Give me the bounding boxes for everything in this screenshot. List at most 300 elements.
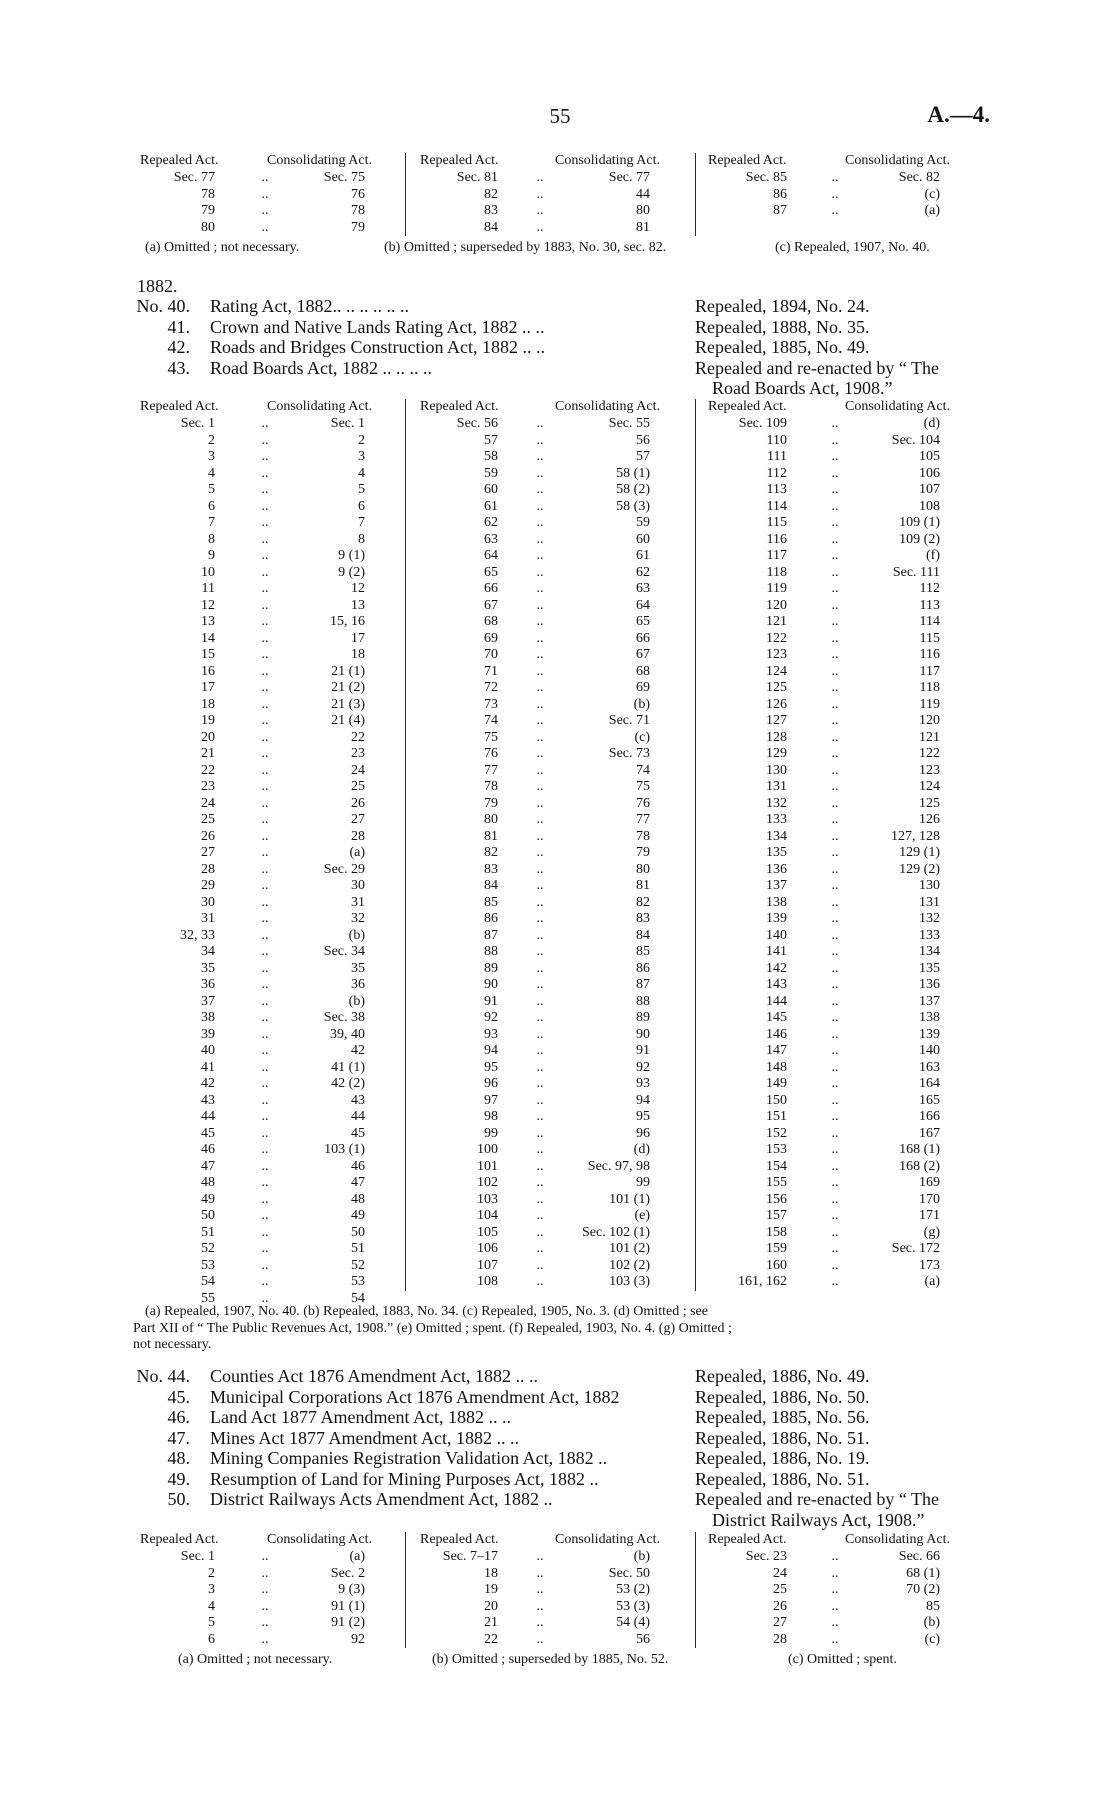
repealed-section: 160 — [766, 1257, 787, 1273]
consolidating-section: 56 — [636, 432, 650, 448]
consolidating-section: 23 — [351, 746, 365, 761]
consolidating-section: 45 — [351, 1125, 365, 1141]
leader-dots: .. — [536, 1125, 544, 1141]
repealed-section: 81 — [484, 828, 498, 844]
leader-dots: .. — [536, 927, 544, 943]
repealed-section: 92 — [484, 1010, 498, 1025]
consolidating-section: 9 (1) — [338, 548, 365, 563]
repealed-section: 22 — [201, 762, 215, 778]
leader-dots: .. — [261, 432, 269, 448]
act-status: Repealed, 1888, No. 35. — [695, 316, 870, 337]
consolidating-section: Sec. 29 — [323, 861, 365, 877]
act-number: 43. — [167, 357, 190, 378]
repealed-section: 62 — [484, 515, 498, 530]
leader-dots: .. — [831, 1582, 839, 1597]
act-status: Repealed, 1885, No. 56. — [695, 1407, 870, 1427]
repealed-section: 148 — [766, 1059, 787, 1075]
repealed-section: 82 — [484, 186, 498, 202]
act-entry — [130, 317, 1000, 338]
table-row — [135, 1043, 985, 1060]
consolidating-section: 82 — [636, 894, 650, 910]
leader-dots: .. — [261, 614, 269, 629]
header-consolidating-act: Consolidating Act. — [845, 1532, 950, 1547]
repealed-section: 63 — [484, 531, 498, 547]
repealed-section: 37 — [201, 993, 215, 1009]
consolidating-section: 52 — [351, 1257, 365, 1273]
table-row — [135, 1241, 985, 1258]
leader-dots: .. — [831, 1158, 839, 1174]
leader-dots: .. — [261, 845, 269, 860]
leader-dots: .. — [831, 861, 839, 877]
table-row — [135, 598, 985, 615]
header-consolidating-act: Consolidating Act. — [555, 153, 660, 168]
consolidating-section: 70 (2) — [906, 1582, 940, 1597]
act-status: Repealed and re-enacted by “ The — [695, 1489, 940, 1509]
consolidating-section: (d) — [923, 416, 940, 431]
act-title: Municipal Corporations Act 1876 Amendment Act, 1882 — [210, 1386, 620, 1407]
repealed-section: 18 — [484, 1565, 498, 1581]
table-row — [135, 713, 985, 730]
table-row — [135, 1566, 985, 1583]
year-heading: 1882. — [137, 276, 178, 296]
leader-dots: .. — [831, 845, 839, 860]
leader-dots: .. — [831, 614, 839, 629]
leader-dots: .. — [536, 861, 544, 877]
leader-dots: .. — [261, 812, 269, 827]
consolidating-section: (a) — [924, 203, 940, 218]
leader-dots: .. — [536, 1076, 544, 1091]
leader-dots: .. — [261, 170, 269, 185]
column-divider — [695, 399, 696, 1291]
leader-dots: .. — [536, 1026, 544, 1042]
repealed-section: 17 — [201, 680, 215, 695]
act-title: Rating Act, 1882.. .. .. .. .. .. — [210, 296, 409, 316]
act-entry — [130, 337, 1000, 358]
consolidating-section: (b) — [348, 927, 365, 943]
repealed-section: 88 — [484, 944, 498, 959]
table-row — [135, 1142, 985, 1159]
leader-dots: .. — [536, 465, 544, 481]
consolidating-section: 129 (2) — [899, 861, 940, 877]
consolidating-section: 48 — [351, 1191, 365, 1207]
leader-dots: .. — [831, 1010, 839, 1025]
act-title: Resumption of Land for Mining Purposes Act, 1882 .. — [210, 1468, 599, 1489]
repealed-section: 12 — [201, 597, 215, 613]
consolidating-section: 169 — [919, 1175, 940, 1190]
consolidating-section: (b) — [923, 1615, 940, 1630]
repealed-section: 84 — [484, 878, 498, 893]
leader-dots: .. — [831, 482, 839, 497]
leader-dots: .. — [831, 1549, 839, 1564]
leader-dots: .. — [831, 762, 839, 778]
table-row — [135, 1208, 985, 1225]
leader-dots: .. — [831, 630, 839, 646]
consolidating-section: (d) — [633, 1142, 650, 1157]
repealed-section: 96 — [484, 1076, 498, 1091]
leader-dots: .. — [831, 647, 839, 662]
consolidating-section: 58 (1) — [616, 465, 650, 481]
consolidating-section: 165 — [919, 1092, 940, 1108]
table-row — [135, 779, 985, 796]
header-repealed-act: Repealed Act. — [420, 153, 499, 168]
leader-dots: .. — [261, 219, 269, 235]
leader-dots: .. — [831, 581, 839, 596]
leader-dots: .. — [831, 1208, 839, 1223]
leader-dots: .. — [536, 993, 544, 1009]
leader-dots: .. — [831, 1175, 839, 1190]
repealed-section: 58 — [484, 449, 498, 464]
consolidating-section: 93 — [636, 1076, 650, 1091]
repealed-section: 101 — [477, 1158, 498, 1174]
repealed-section: 23 — [201, 779, 215, 794]
consolidating-section: 78 — [351, 203, 365, 218]
leader-dots: .. — [261, 186, 269, 202]
consolidating-section: 106 — [919, 465, 940, 481]
table-row — [135, 1582, 985, 1599]
consolidating-section: 109 (1) — [899, 515, 940, 530]
leader-dots: .. — [261, 828, 269, 844]
act-number: 48. — [167, 1448, 190, 1468]
leader-dots: .. — [536, 1092, 544, 1108]
leader-dots: .. — [261, 1158, 269, 1174]
leader-dots: .. — [831, 1191, 839, 1207]
consolidating-section: (b) — [348, 993, 365, 1009]
act-status: Repealed and re-enacted by “ The — [695, 357, 940, 378]
repealed-section: 40 — [201, 1043, 215, 1058]
footnote-line-1: (a) Repealed, 1907, No. 40. (b) Repealed, 1883, No. 34. (c) Repealed, 1905, No. 3. (d) Omitted ; see — [145, 1304, 708, 1319]
consolidating-section: 103 (3) — [609, 1274, 650, 1289]
consolidating-section: (b) — [633, 1549, 650, 1564]
footnote-line-2: Part XII of “ The Public Revenues Act, 1908.” (e) Omitted ; spent. (f) Repealed, 1903, No. 4. (g) Omitted ; — [133, 1320, 732, 1336]
act-number: 45. — [167, 1386, 190, 1407]
table-row — [135, 961, 985, 978]
table-row — [135, 466, 985, 483]
leader-dots: .. — [536, 432, 544, 448]
consolidating-section: 54 (4) — [616, 1615, 650, 1630]
consolidating-section: (c) — [924, 186, 940, 202]
table-row — [135, 532, 985, 549]
repealed-section: 79 — [484, 795, 498, 811]
act-status: Repealed, 1886, No. 49. — [695, 1366, 870, 1386]
repealed-section: 19 — [201, 713, 215, 728]
repealed-section: 132 — [766, 795, 787, 811]
leader-dots: .. — [831, 1615, 839, 1630]
leader-dots: .. — [261, 564, 269, 580]
table-row — [135, 170, 985, 187]
table-row — [135, 697, 985, 714]
consolidating-section: 84 — [636, 927, 650, 943]
repealed-section: 42 — [201, 1076, 215, 1091]
leader-dots: .. — [261, 1565, 269, 1581]
table-row — [135, 763, 985, 780]
leader-dots: .. — [536, 614, 544, 629]
leader-dots: .. — [536, 531, 544, 547]
repealed-section: 77 — [484, 762, 498, 778]
leader-dots: .. — [261, 465, 269, 481]
repealed-section: 83 — [484, 203, 498, 218]
consolidating-section: (e) — [634, 1208, 650, 1223]
consolidating-section: Sec. 97, 98 — [587, 1158, 650, 1174]
repealed-section: 97 — [484, 1092, 498, 1108]
repealed-section: 3 — [208, 449, 215, 464]
table-rows — [135, 416, 985, 1307]
repealed-section: 10 — [201, 564, 215, 580]
consolidating-section: 31 — [351, 894, 365, 910]
repealed-section: 152 — [766, 1125, 787, 1141]
consolidating-section: 83 — [636, 911, 650, 926]
consolidating-section: (a) — [924, 1274, 940, 1289]
consolidating-section: 139 — [919, 1026, 940, 1042]
leader-dots: .. — [831, 1241, 839, 1256]
table-row — [135, 862, 985, 879]
act-status: Repealed, 1886, No. 51. — [695, 1427, 870, 1448]
header-repealed-act: Repealed Act. — [140, 399, 219, 414]
act-number: No. 44. — [136, 1366, 190, 1386]
consolidating-section: 137 — [919, 993, 940, 1009]
consolidating-section: 9 (3) — [338, 1582, 365, 1597]
consolidating-section: 13 — [351, 597, 365, 613]
leader-dots: .. — [536, 1191, 544, 1207]
leader-dots: .. — [261, 1191, 269, 1207]
leader-dots: .. — [831, 203, 839, 218]
repealed-section: 72 — [484, 680, 498, 695]
repealed-section: 44 — [201, 1109, 215, 1124]
repealed-section: 154 — [766, 1158, 787, 1174]
repealed-section: 48 — [201, 1175, 215, 1190]
header-consolidating-act: Consolidating Act. — [845, 399, 950, 414]
repealed-section: 106 — [477, 1241, 498, 1256]
consolidating-section: 9 (2) — [338, 564, 365, 580]
act-number: 46. — [167, 1407, 190, 1427]
consolidating-section: 36 — [351, 977, 365, 992]
repealed-section: 142 — [766, 960, 787, 976]
leader-dots: .. — [261, 696, 269, 712]
repealed-section: 18 — [201, 696, 215, 712]
repealed-section: 6 — [208, 1631, 215, 1647]
consolidating-section: 17 — [351, 630, 365, 646]
consolidating-section: 86 — [636, 960, 650, 976]
consolidating-section: 171 — [919, 1208, 940, 1223]
leader-dots: .. — [831, 465, 839, 481]
act-status: Repealed, 1894, No. 24. — [695, 296, 870, 316]
act-number: 42. — [167, 337, 190, 357]
leader-dots: .. — [831, 878, 839, 893]
act-entry — [130, 1366, 1000, 1387]
act-status: Repealed, 1885, No. 49. — [695, 337, 870, 357]
repealed-section: 79 — [201, 203, 215, 218]
consolidating-section: 107 — [919, 482, 940, 497]
repealed-section: 136 — [766, 861, 787, 877]
repealed-section: 27 — [773, 1615, 787, 1630]
consolidating-section: 113 — [919, 597, 940, 613]
table-row — [135, 1027, 985, 1044]
repealed-section: 131 — [766, 779, 787, 794]
leader-dots: .. — [261, 1615, 269, 1630]
repealed-section: 137 — [766, 878, 787, 893]
consolidating-section: 28 — [351, 828, 365, 844]
act-status-continued — [130, 378, 1000, 399]
repealed-section: Sec. 23 — [745, 1549, 787, 1564]
act-status-continued-text: District Railways Act, 1908.” — [712, 1509, 925, 1530]
repealed-section: 151 — [766, 1109, 787, 1124]
consolidating-section: Sec. 82 — [898, 170, 940, 185]
leader-dots: .. — [831, 1076, 839, 1091]
table-row — [135, 515, 985, 532]
repealed-section: 4 — [208, 465, 215, 481]
consolidating-section: 21 (3) — [331, 696, 365, 712]
act-status-continued-text: Road Boards Act, 1908.” — [712, 378, 893, 398]
consolidating-section: 44 — [636, 186, 650, 202]
repealed-section: Sec. 7–17 — [442, 1549, 498, 1564]
table-row — [135, 994, 985, 1011]
footnote-a: (a) Omitted ; not necessary. — [145, 240, 300, 255]
repealed-section: 110 — [766, 432, 787, 448]
act-entry — [130, 296, 1000, 317]
repealed-section: 115 — [766, 515, 787, 530]
consolidating-section: Sec. 50 — [608, 1565, 650, 1581]
leader-dots: .. — [831, 597, 839, 613]
footnote-c: (c) Repealed, 1907, No. 40. — [775, 240, 930, 255]
table-row — [135, 895, 985, 912]
consolidating-section: 92 — [636, 1059, 650, 1075]
repealed-section: 2 — [208, 1565, 215, 1581]
repealed-section: 107 — [477, 1257, 498, 1273]
act-entry — [130, 1428, 1000, 1449]
consolidating-section: 126 — [919, 812, 940, 827]
repealed-section: 140 — [766, 927, 787, 943]
consolidating-section: 80 — [636, 861, 650, 877]
consolidating-section: 2 — [358, 432, 365, 448]
leader-dots: .. — [261, 1224, 269, 1240]
repealed-section: 54 — [201, 1274, 215, 1289]
repealed-section: 32, 33 — [180, 927, 215, 943]
consolidating-section: 58 (3) — [616, 498, 650, 514]
repealed-section: 36 — [201, 977, 215, 992]
repealed-section: 52 — [201, 1241, 215, 1256]
leader-dots: .. — [536, 1631, 544, 1647]
header-repealed-act: Repealed Act. — [708, 1532, 787, 1547]
repealed-section: 133 — [766, 812, 787, 827]
repealed-section: Sec. 85 — [745, 170, 787, 185]
leader-dots: .. — [536, 1158, 544, 1174]
consolidating-section: 54 — [351, 1290, 365, 1306]
table-row — [135, 482, 985, 499]
repealed-section: 158 — [766, 1224, 787, 1240]
repealed-section: 53 — [201, 1257, 215, 1273]
leader-dots: .. — [536, 746, 544, 761]
table-header — [135, 399, 985, 416]
repealed-section: 78 — [484, 779, 498, 794]
repealed-section: 5 — [208, 482, 215, 497]
leader-dots: .. — [261, 762, 269, 778]
consolidating-section: 127, 128 — [891, 828, 940, 844]
consolidating-section: 115 — [919, 630, 940, 646]
footnote-line-3: not necessary. — [133, 1337, 212, 1352]
table-row — [135, 944, 985, 961]
repealed-section: 93 — [484, 1026, 498, 1042]
table-row — [135, 647, 985, 664]
leader-dots: .. — [261, 548, 269, 563]
consolidating-section: 67 — [636, 647, 650, 662]
consolidating-section: 60 — [636, 531, 650, 547]
leader-dots: .. — [831, 1026, 839, 1042]
consolidating-section: 131 — [919, 894, 940, 910]
consolidating-section: 44 — [351, 1109, 365, 1124]
repealed-section: 145 — [766, 1010, 787, 1025]
repealed-section: 49 — [201, 1191, 215, 1207]
leader-dots: .. — [536, 1175, 544, 1190]
consolidating-section: 21 (1) — [331, 663, 365, 679]
table-row — [135, 187, 985, 204]
repealed-section: 2 — [208, 432, 215, 448]
consolidating-section: 102 (2) — [609, 1257, 650, 1273]
consolidating-section: 101 (1) — [609, 1191, 650, 1207]
repealed-section: 89 — [484, 960, 498, 976]
table-row — [135, 565, 985, 582]
leader-dots: .. — [261, 927, 269, 943]
leader-dots: .. — [261, 1059, 269, 1075]
repealed-section: 57 — [484, 432, 498, 448]
header-consolidating-act: Consolidating Act. — [555, 1532, 660, 1547]
repealed-section: 113 — [766, 482, 787, 497]
repealed-section: 28 — [773, 1631, 787, 1647]
leader-dots: .. — [831, 1224, 839, 1240]
consolidating-section: 47 — [351, 1175, 365, 1190]
consolidating-section: 39, 40 — [330, 1026, 365, 1042]
consolidating-section: Sec. 1 — [330, 416, 365, 431]
repealed-section: 76 — [484, 746, 498, 761]
leader-dots: .. — [831, 960, 839, 976]
leader-dots: .. — [261, 894, 269, 910]
repealed-section: Sec. 109 — [738, 416, 787, 431]
leader-dots: .. — [536, 498, 544, 514]
consolidating-section: 109 (2) — [899, 531, 940, 547]
consolidating-section: 62 — [636, 564, 650, 580]
repealed-section: 144 — [766, 993, 787, 1009]
table-row — [135, 220, 985, 237]
repealed-section: 39 — [201, 1026, 215, 1042]
table-row — [135, 1549, 985, 1566]
footnote-b-3: (b) Omitted ; superseded by 1885, No. 52. — [432, 1652, 669, 1667]
leader-dots: .. — [831, 1257, 839, 1273]
repealed-section: 9 — [208, 548, 215, 563]
leader-dots: .. — [261, 1109, 269, 1124]
leader-dots: .. — [536, 515, 544, 530]
leader-dots: .. — [536, 1598, 544, 1614]
consolidating-section: 121 — [919, 729, 940, 745]
consolidating-section: 122 — [919, 746, 940, 761]
header-consolidating-act: Consolidating Act. — [555, 399, 660, 414]
repealed-section: 103 — [477, 1191, 498, 1207]
leader-dots: .. — [261, 960, 269, 976]
consolidating-section: Sec. 66 — [898, 1549, 940, 1564]
consolidating-section: 53 (2) — [616, 1582, 650, 1597]
leader-dots: .. — [261, 1043, 269, 1058]
consolidating-section: 57 — [636, 449, 650, 464]
repealed-section: 19 — [484, 1582, 498, 1597]
leader-dots: .. — [536, 1109, 544, 1124]
consolidating-section: Sec. 111 — [892, 564, 940, 580]
leader-dots: .. — [536, 1241, 544, 1256]
consolidating-section: 135 — [919, 960, 940, 976]
leader-dots: .. — [261, 1092, 269, 1108]
leader-dots: .. — [831, 1565, 839, 1581]
consolidating-section: 61 — [636, 548, 650, 563]
consolidating-section: 95 — [636, 1109, 650, 1124]
leader-dots: .. — [536, 597, 544, 613]
act-status: Repealed, 1886, No. 51. — [695, 1468, 870, 1489]
repealed-section: 85 — [484, 894, 498, 910]
